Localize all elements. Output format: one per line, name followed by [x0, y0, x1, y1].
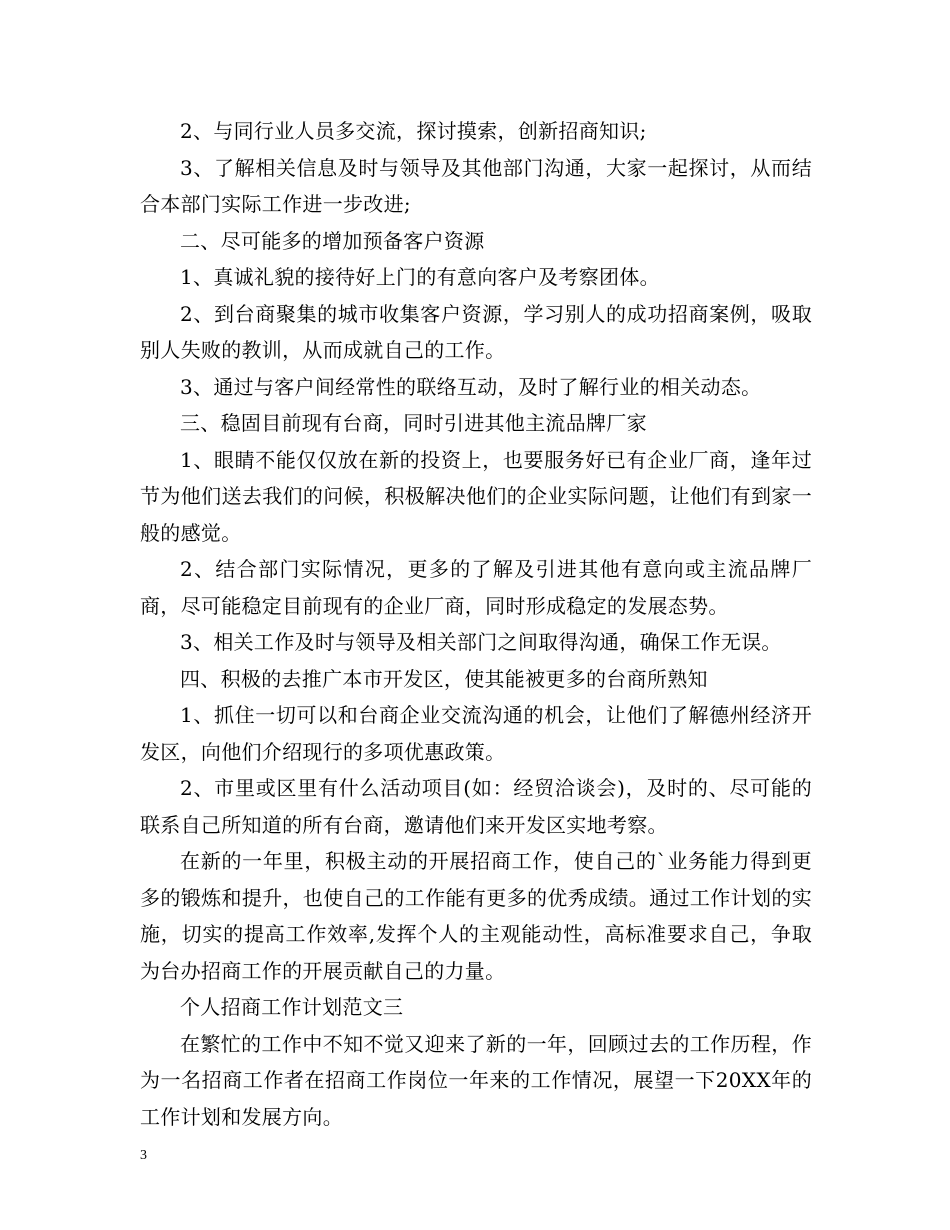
section-heading: 二、尽可能多的增加预备客户资源: [180, 228, 485, 253]
document-body: [140, 113, 812, 1135]
paragraph: 3、了解相关信息及时与领导及其他部门沟通，大家一起探讨，从而结合本部门实际工作进一步改进;: [140, 155, 812, 216]
section-heading: 四、积极的去推广本市开发区，使其能被更多的台商所熟知: [180, 666, 708, 691]
paragraph: 2、市里或区里有什么活动项目(如：经贸洽谈会)，及时的、尽可能的联系自己所知道的所有台商，邀请他们来开发区实地考察。: [140, 776, 812, 837]
paragraph: 1、抓住一切可以和台商企业交流沟通的机会，让他们了解德州经济开发区，向他们介绍现行的多项优惠政策。: [140, 703, 812, 764]
paragraph: 在新的一年里，积极主动的开展招商工作，使自己的`业务能力得到更多的锻炼和提升，也使自己的工作能有更多的优秀成绩。通过工作计划的实施，切实的提高工作效率,发挥个人的主观能动性，高标准要求自己，争取为台办招商工作的开展贡献自己的力量。: [140, 849, 812, 983]
paragraph: 2、结合部门实际情况，更多的了解及引进其他有意向或主流品牌厂商，尽可能稳定目前现有的企业厂商，同时形成稳定的发展态势。: [140, 557, 812, 618]
paragraph: 2、到台商聚集的城市收集客户资源，学习别人的成功招商案例，吸取别人失败的教训，从而成就自己的工作。: [140, 301, 812, 362]
paragraph: 3、相关工作及时与领导及相关部门之间取得沟通，确保工作无误。: [180, 630, 782, 654]
section-heading: 三、稳固目前现有台商，同时引进其他主流品牌厂家: [180, 411, 647, 435]
page-number: 3: [140, 1148, 147, 1163]
paragraph: 3、通过与客户间经常性的联络互动，及时了解行业的相关动态。: [180, 374, 762, 399]
paragraph: 1、真诚礼貌的接待好上门的有意向客户及考察团体。: [180, 265, 660, 289]
paragraph: 2、与同行业人员多交流，探讨摸索，创新招商知识;: [180, 119, 647, 143]
paragraph: 在繁忙的工作中不知不觉又迎来了新的一年，回顾过去的工作历程，作为一名招商工作者在招商工作岗位一年来的工作情况，展望一下20XX年的工作计划和发展方向。: [140, 1031, 812, 1129]
paragraph: 1、眼睛不能仅仅放在新的投资上，也要服务好已有企业厂商，逢年过节为他们送去我们的问候，积极解决他们的企业实际问题，让他们有到家一般的感觉。: [140, 447, 812, 545]
section-heading: 个人招商工作计划范文三: [180, 995, 404, 1019]
